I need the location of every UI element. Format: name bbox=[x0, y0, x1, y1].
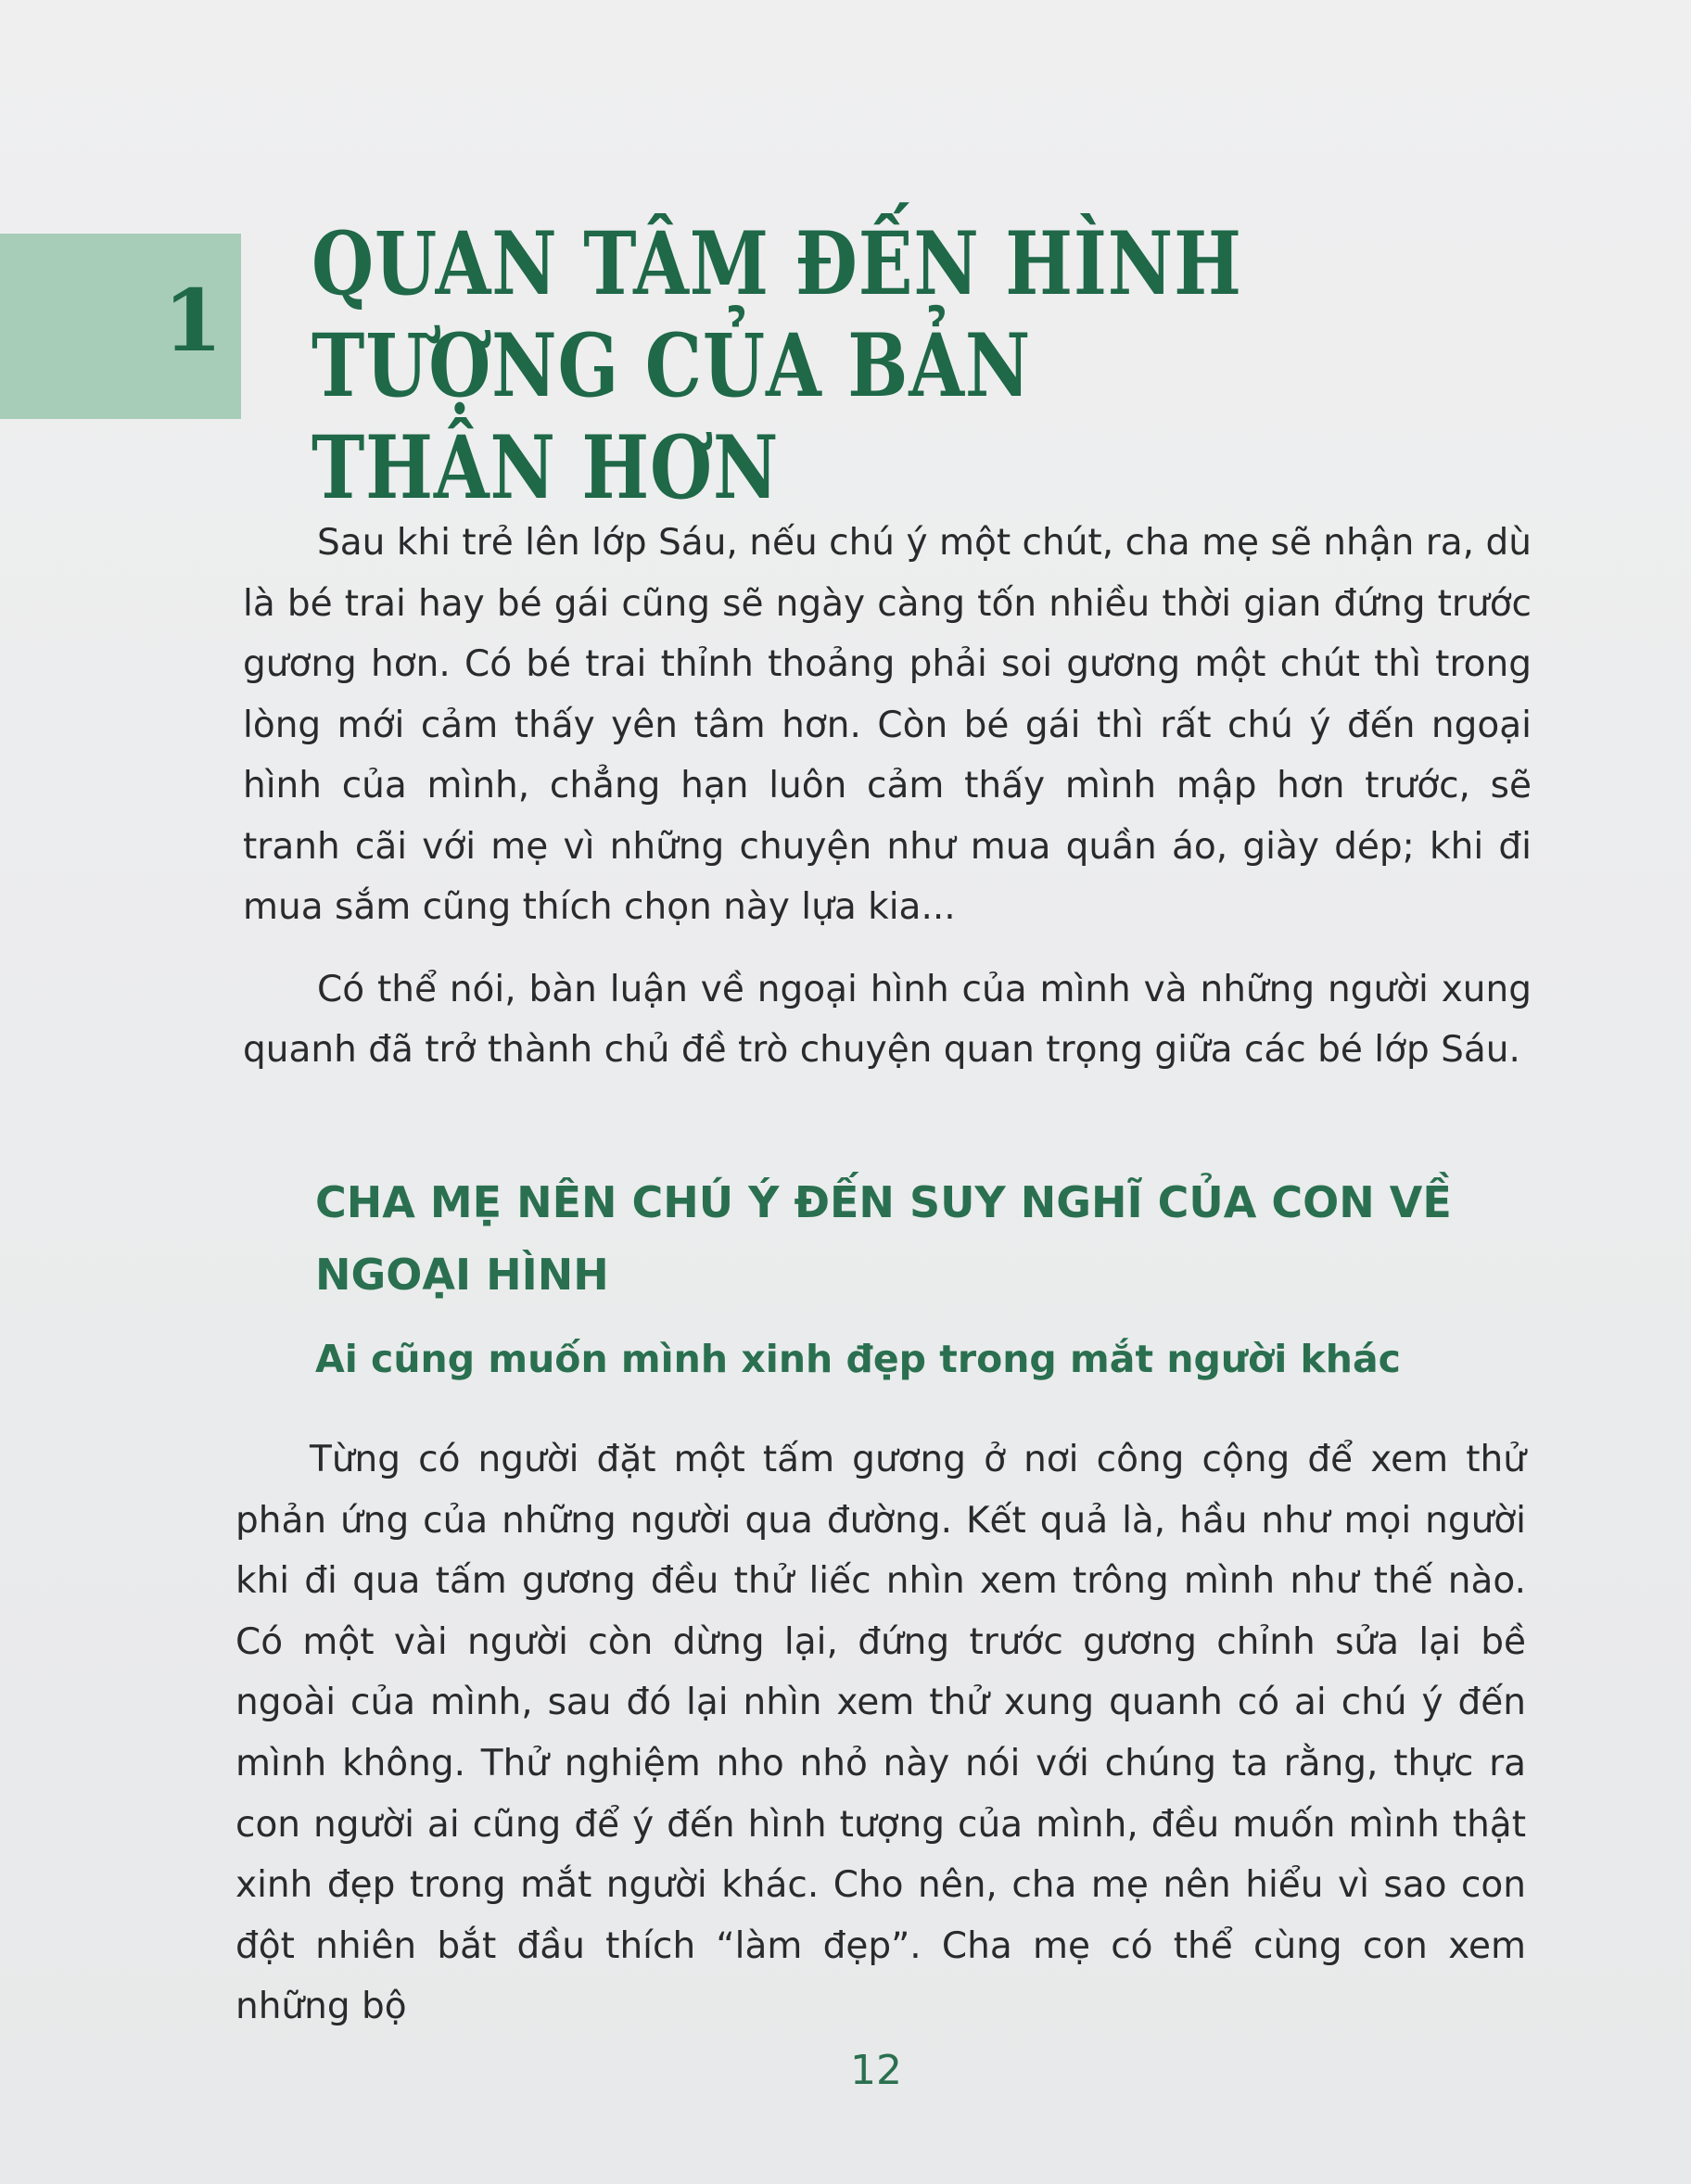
chapter-number: 1 bbox=[163, 271, 222, 371]
section-paragraph: Từng có người đặt một tấm gương ở nơi công cộng để xem thử phản ứng của những người qua đường. Kết quả là, hầu như mọi người khi đi qua tấm gương đều thử liếc nhìn xem trông mình như thế nào. Có một vài người còn dừng lại, đứng trước gương chỉnh sửa lại bề ngoài của mình, sau đó lại nhìn xem thử xung quanh có ai chú ý đến mình không. Thử nghiệm nho nhỏ này nói với chúng ta rằng, thực ra con người ai cũng để ý đến hình tượng của mình, đều muốn mình thật xinh đẹp trong mắt người khác. Cho nên, cha mẹ nên hiểu vì sao con đột nhiên bắt đầu thích “làm đẹp”. Cha mẹ có thể cùng con xem những bộ bbox=[235, 1439, 1526, 2028]
intro-paragraph-1: Sau khi trẻ lên lớp Sáu, nếu chú ý một chút, cha mẹ sẽ nhận ra, dù là bé trai hay bé gái cũng sẽ ngày càng tốn nhiều thời gian đứng trước gương hơn. Có bé trai thỉnh thoảng phải soi gương một chút thì trong lòng mới cảm thấy yên tâm hơn. Còn bé gái thì rất chú ý đến ngoại hình của mình, chẳng hạn luôn cảm thấy mình mập hơn trước, sẽ tranh cãi với mẹ vì những chuyện như mua quần áo, giày dép; khi đi mua sắm cũng thích chọn này lựa kia... bbox=[243, 522, 1532, 928]
intro-paragraph-2: Có thể nói, bàn luận về ngoại hình của mình và những người xung quanh đã trở thành chủ đề trò chuyện quan trọng giữa các bé lớp Sáu. bbox=[243, 969, 1532, 1071]
section-subheading: Ai cũng muốn mình xinh đẹp trong mắt người khác bbox=[315, 1337, 1401, 1381]
section-heading: CHA MẸ NÊN CHÚ Ý ĐẾN SUY NGHĨ CỦA CON VỀ NGOẠI HÌNH bbox=[315, 1177, 1452, 1300]
chapter-title: QUAN TÂM ĐẾN HÌNH TƯỢNG CỦA BẢN THÂN HƠN bbox=[312, 213, 1242, 519]
page-number: 12 bbox=[850, 2047, 902, 2094]
